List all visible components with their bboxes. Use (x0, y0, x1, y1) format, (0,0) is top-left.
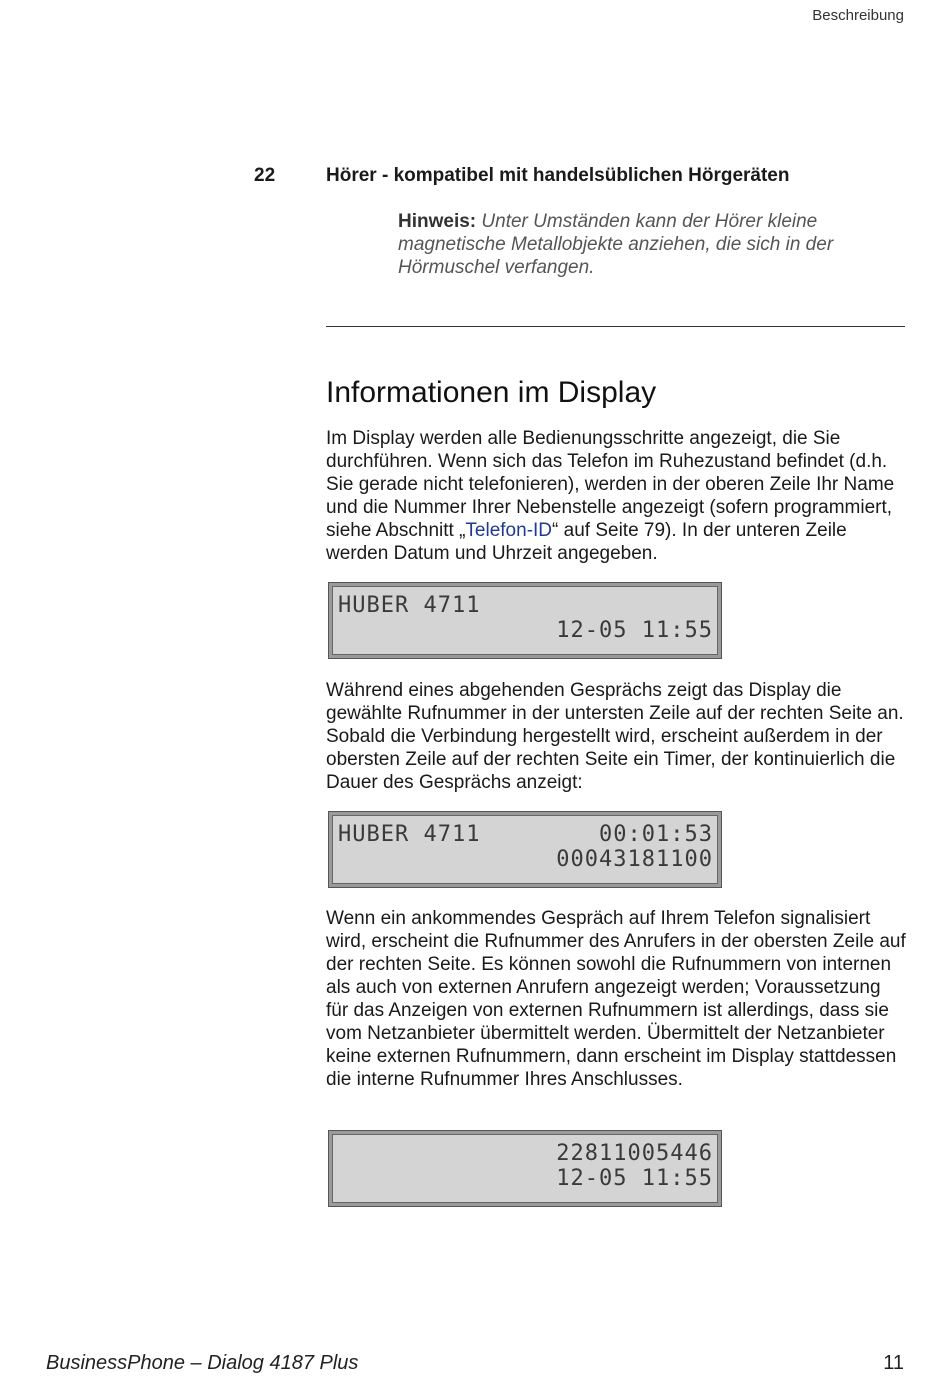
display-text: 00043181100 (556, 847, 713, 872)
paragraph-incoming-call: Wenn ein ankommendes Gespräch auf Ihrem Telefon signalisiert wird, erscheint die Rufnummer des Anrufers in der obersten Zeile auf der rechten Seite. Es können sowohl die Rufnummern von internen als auch von externen Anrufern angezeigt werden; Voraussetzung für das Anzeigen von externen Rufnummern ist allerdings, dass sie vom Netzanbieter übermittelt werden. Übermittelt der Netzanbieter keine externen Rufnummern, dann erscheint im Display stattdessen die interne Rufnummer Ihres Anschlusses. (326, 908, 906, 1090)
note-text: Unter Umständen kann der Hörer kleine magnetische Metallobjekte anziehen, die sich in der Hörmuschel verfangen. (398, 211, 834, 278)
display-example-outgoing (328, 811, 722, 888)
display-row (338, 593, 713, 618)
display-row (338, 618, 713, 643)
display-text: 00:01:53 (599, 822, 713, 847)
display-text: HUBER 4711 (338, 593, 481, 618)
display-row (338, 1141, 713, 1166)
page-number: 11 (883, 1352, 904, 1374)
display-text: HUBER 4711 (338, 822, 481, 847)
section-heading: Informationen im Display (326, 376, 657, 409)
display-text: 12-05 11:55 (556, 618, 713, 643)
display-row (338, 1166, 713, 1191)
note-block (398, 210, 868, 279)
footer-title: BusinessPhone – Dialog 4187 Plus (46, 1352, 359, 1374)
telefon-id-link[interactable]: Telefon-ID (465, 520, 553, 541)
paragraph-idle-display (326, 427, 906, 565)
display-example-incoming (328, 1130, 722, 1207)
item-number: 22 (254, 165, 276, 186)
paragraph-text: Im Display werden alle Bedienungsschritte angezeigt, die Sie durchführen. Wenn sich das Telefon im Ruhezustand befindet (d.h. Sie gerade nicht telefonieren), werden in der oberen Zeile Ihr Name und die Nummer Ihrer Nebenstelle angezeigt (sofern programmiert, siehe Abschnitt „ (326, 428, 895, 541)
running-header: Beschreibung (812, 7, 904, 24)
paragraph-outgoing-call: Während eines abgehenden Gesprächs zeigt das Display die gewählte Rufnummer in der untersten Zeile auf der rechten Seite an. Sobald die Verbindung hergestellt wird, erscheint außerdem in der obersten Zeile auf der rechten Seite ein Timer, der kontinuierlich die Dauer des Gesprächs anzeigt: (326, 680, 904, 793)
section-divider (326, 326, 905, 327)
note-label: Hinweis: (398, 211, 477, 232)
display-row (338, 847, 713, 872)
display-text: 22811005446 (556, 1141, 713, 1166)
item-title: Hörer - kompatibel mit handelsüblichen Hörgeräten (326, 165, 790, 186)
display-text: 12-05 11:55 (556, 1166, 713, 1191)
display-example-idle (328, 582, 722, 659)
paragraph-text: “ auf Seite 79). In der unteren Zeile werden Datum und Uhrzeit angegeben. (326, 520, 847, 564)
display-row (338, 822, 713, 847)
